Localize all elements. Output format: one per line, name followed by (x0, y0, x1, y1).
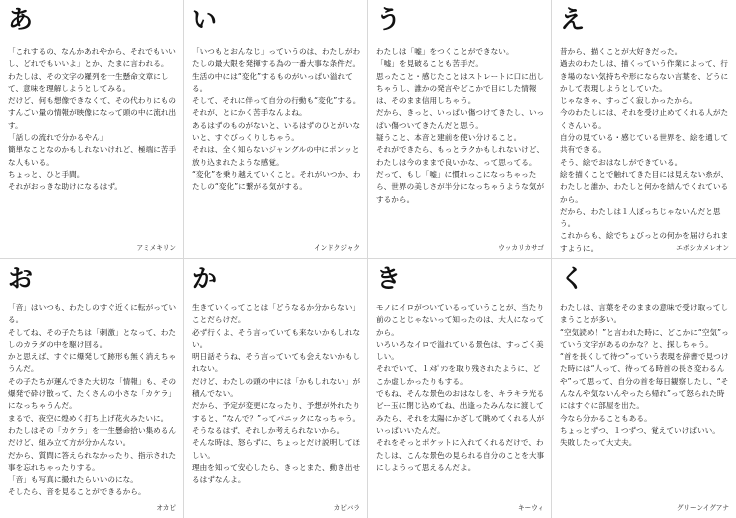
card-signature: エボシカメレオン (676, 244, 729, 252)
card-kana: う (376, 5, 402, 34)
card-body (560, 302, 730, 450)
card-line: そして、それに伴って自分の行動も“変化”する。 (192, 96, 361, 106)
card-line: そうなるはず、それしか考えられないから。 (192, 425, 345, 435)
card-line: 今なら分かることもある。 (560, 413, 652, 423)
card-line: 「これするの、なんかあれやから、それでもいいし、どれでもいいよ」とか、たまに言われる。 (8, 47, 176, 69)
card-signature: カピバラ (333, 504, 360, 512)
card-o (0, 259, 184, 518)
card-kana: く (560, 264, 586, 293)
card-signature: オカピ (156, 504, 176, 512)
card-signature: グリーンイグアナ (676, 504, 729, 512)
card-line: 今のわたしには、それを受け止めてくれる人がたくさんいる。 (560, 108, 729, 130)
card-line: だけど、わたしの頭の中には「かもしれない」が積んでない。 (192, 376, 361, 399)
card-line: 生活の中には“変化”するものがいっぱい溢れてる。 (192, 71, 353, 93)
card-ki (368, 259, 552, 518)
card-line: モノにイロがついているっていうことが、当たり前のことじゃないって知ったのは、大人になってから。 (376, 303, 545, 337)
card-line: だから、予定が変更になったり、予想が外れたりすると、“なんで？”ってパニックになっちゃう。 (192, 401, 361, 423)
card-line: 過去のわたしは、描くっていう作業によって、行き場のない気持ちや形にならない言葉を、どうにかして表現しようとしていた。 (560, 59, 729, 93)
card-line: わたしは、その文字の羅列を一生懸命文章にして、意味を理解しようとしてみる。 (8, 71, 169, 93)
card-line: 「話しの流れで分かるやん」 (8, 133, 108, 143)
card-line: 生きていくってことは「どうなるか分からない」ことだらけだ。 (192, 303, 361, 325)
card-line: それがおっきな助けになるはず。 (8, 182, 123, 192)
card-line: だけど、何も想像できなくて、その代わりにものすんごい量の情報が映像になって頭の中に流れ出す。 (8, 96, 177, 130)
card-line: わたしはその「カケラ」を一生懸命拾い集めるんだけど、組み立て方が分かんない。 (8, 425, 177, 448)
card-e (552, 0, 736, 259)
card-line: そう、絵でおはなしができている。 (560, 157, 683, 167)
card-line: そしたら、音を見ることができるから。 (8, 487, 146, 497)
card-line: だから、わたしは１人ぼっちじゃないんだと思う。 (560, 206, 721, 229)
card-line: 必ず行くよ、そう言っていても来ないかもしれない。 (192, 327, 361, 349)
card-line: だって、もし「嘘」に慣れっこになっちゃったら、世界の美しさが半分になっちゃうような気がするから。 (376, 169, 545, 204)
card-line: わたしは、言葉をそのままの意味で受け取ってしまうことが多い。 (560, 303, 729, 325)
card-ka (184, 259, 368, 518)
card-line: それが、とにかく苦手なんよね。 (192, 108, 307, 118)
card-kana: い (192, 5, 218, 34)
card-kana: お (8, 264, 34, 293)
card-ku (552, 259, 736, 518)
card-line: これからも、絵でちょびっとの何かを届けられますように。 (560, 231, 729, 253)
card-line: そしてね、その子たちは「刺激」となって、わたしのカラダの中を駆け回る。 (8, 327, 177, 349)
card-line: 理由を知って安心したら、きっとまた、動き出せるはずなんよ。 (192, 462, 361, 485)
card-line: 思ったこと・感じたことはストレートに口に出しちゃうし、誰かの発言やどこかで目にした情報は、そのまま信用しちゃう。 (376, 71, 545, 106)
card-body (192, 302, 361, 486)
card-line: あるはずのものがないと、いるはずのひとがいないと、すぐびっくりしちゃう。 (192, 120, 361, 143)
card-line: だから、きっと、いっぱい傷つけてきたし、いっぱい傷ついてきたんだと思う。 (376, 108, 545, 130)
card-body (8, 302, 177, 499)
card-i (184, 0, 368, 259)
card-line: その子たちが運んできた大切な「情報」も、その爆発で砕け散って、たくさんの小さな「カケラ」になっちゃうんだ。 (8, 376, 177, 411)
card-kana: き (376, 264, 402, 293)
card-line: それは、全く知らないジャングルの中にポンッと放り込まれたような感覚。 (192, 145, 360, 167)
card-a (0, 0, 184, 259)
card-body (376, 302, 545, 474)
card-body (192, 46, 361, 194)
card-line: 「いつもとおんなじ」っていうのは、わたしがわたしの最大限を発揮する為の一番大事な条件だ。 (192, 47, 361, 69)
card-kana: か (192, 264, 218, 293)
card-line: 昔から、描くことが大好きだった。 (560, 47, 683, 56)
card-line: “首を長くして待つ”っていう表現を辞書で見つけた時には“人って、待ってる時首の長さ変わるんや”って思って、自分の首を毎日観察したし、“そんなんや気ないんやったら帰れ”って怒られた時にはすぐに部屋を出た。 (560, 352, 729, 411)
card-line: ちょっと、ひと手間。 (8, 169, 85, 179)
card-line: “空気読め！”と言われた時に、どこかに“空気”っていう文字があるのかな？と、探しちゃう。 (560, 327, 729, 349)
card-line: かと思えば、すぐに爆発して跡形も無く消えちゃうんだ。 (8, 352, 177, 374)
card-line: それをそっとポケットに入れてくれるだけで、わたしは、こんな景色の見られる自分のことを大事にしようって思えるんだよ。 (376, 438, 545, 472)
card-u (368, 0, 552, 259)
card-line: 失敗したって大丈夫。 (560, 438, 637, 448)
card-signature: ウッカリカサゴ (498, 244, 544, 252)
card-line: 絵を描くことで触れてきた目には見えない糸が、わたしと誰か、わたしと何かを結んでくれているから。 (560, 169, 729, 204)
card-line: わたしは「嘘」をつくことができない。 (376, 47, 514, 56)
card-line: それでいて、１ﾒﾎﾟｿﾝを取り残されたように、どこか虚しかったりもする。 (376, 364, 541, 386)
card-line: それができたら、もっとラクかもしれないけど、わたしは今のままで良いかな、って思ってる。 (376, 145, 545, 167)
card-line: ちょっとずつ、１つずつ、覚えていけばいい。 (560, 425, 720, 435)
card-line: 簡単なことなのかもしれないけれど、極端に苦手な人もいる。 (8, 145, 177, 167)
card-line: 「音」も写真に撮れたらいいのにな。 (8, 475, 138, 485)
card-kana: あ (8, 5, 34, 34)
card-line: 疑うこと、本音と建前を使い分けること。 (376, 133, 522, 143)
card-signature: インドクジャク (314, 244, 360, 252)
card-line: 自分の見ている・感じている世界を、絵を通して共有できる。 (560, 133, 729, 155)
card-line: そんな時は、怒らずに、ちょっとだけ説明してほしい。 (192, 438, 361, 460)
card-line: 「嘘」を見破ることも苦手だ。 (376, 59, 484, 69)
card-body (560, 46, 730, 255)
card-signature: キーウィ (518, 504, 544, 512)
card-line: じゃなきゃ、すっごく寂しかったから。 (560, 96, 698, 106)
card-line: だから、質問に答えられなかったり、指示された事を忘れちゃったりする。 (8, 450, 177, 472)
card-kana: え (560, 5, 586, 34)
card-body (8, 46, 177, 194)
card-signature: アミメキリン (136, 244, 176, 252)
card-body (376, 46, 545, 206)
card-line: いろいろなイロで溢れている景色は、すっごく美しい。 (376, 339, 544, 362)
card-line: まるで、夜空に煌めく打ち上げ花火みたいに。 (8, 413, 169, 423)
card-line: でもね、そんな景色のおはなしを、キラキラ光るビー玉に閉じ込めてね、出逢ったみんなに渡してみたら、それを太陽にかざして眺めてくれる人がいっぱいいたんだ。 (376, 389, 545, 435)
card-line: 明日話そうね、そう言っていても会えないかもしれない。 (192, 352, 361, 374)
card-line: 「音」はいつも、わたしのすぐ近くに転がっている。 (8, 303, 177, 325)
card-line: “変化”を乗り越えていくこと。それがいつか、わたしの“変化”に繋がる気がする。 (192, 169, 361, 192)
